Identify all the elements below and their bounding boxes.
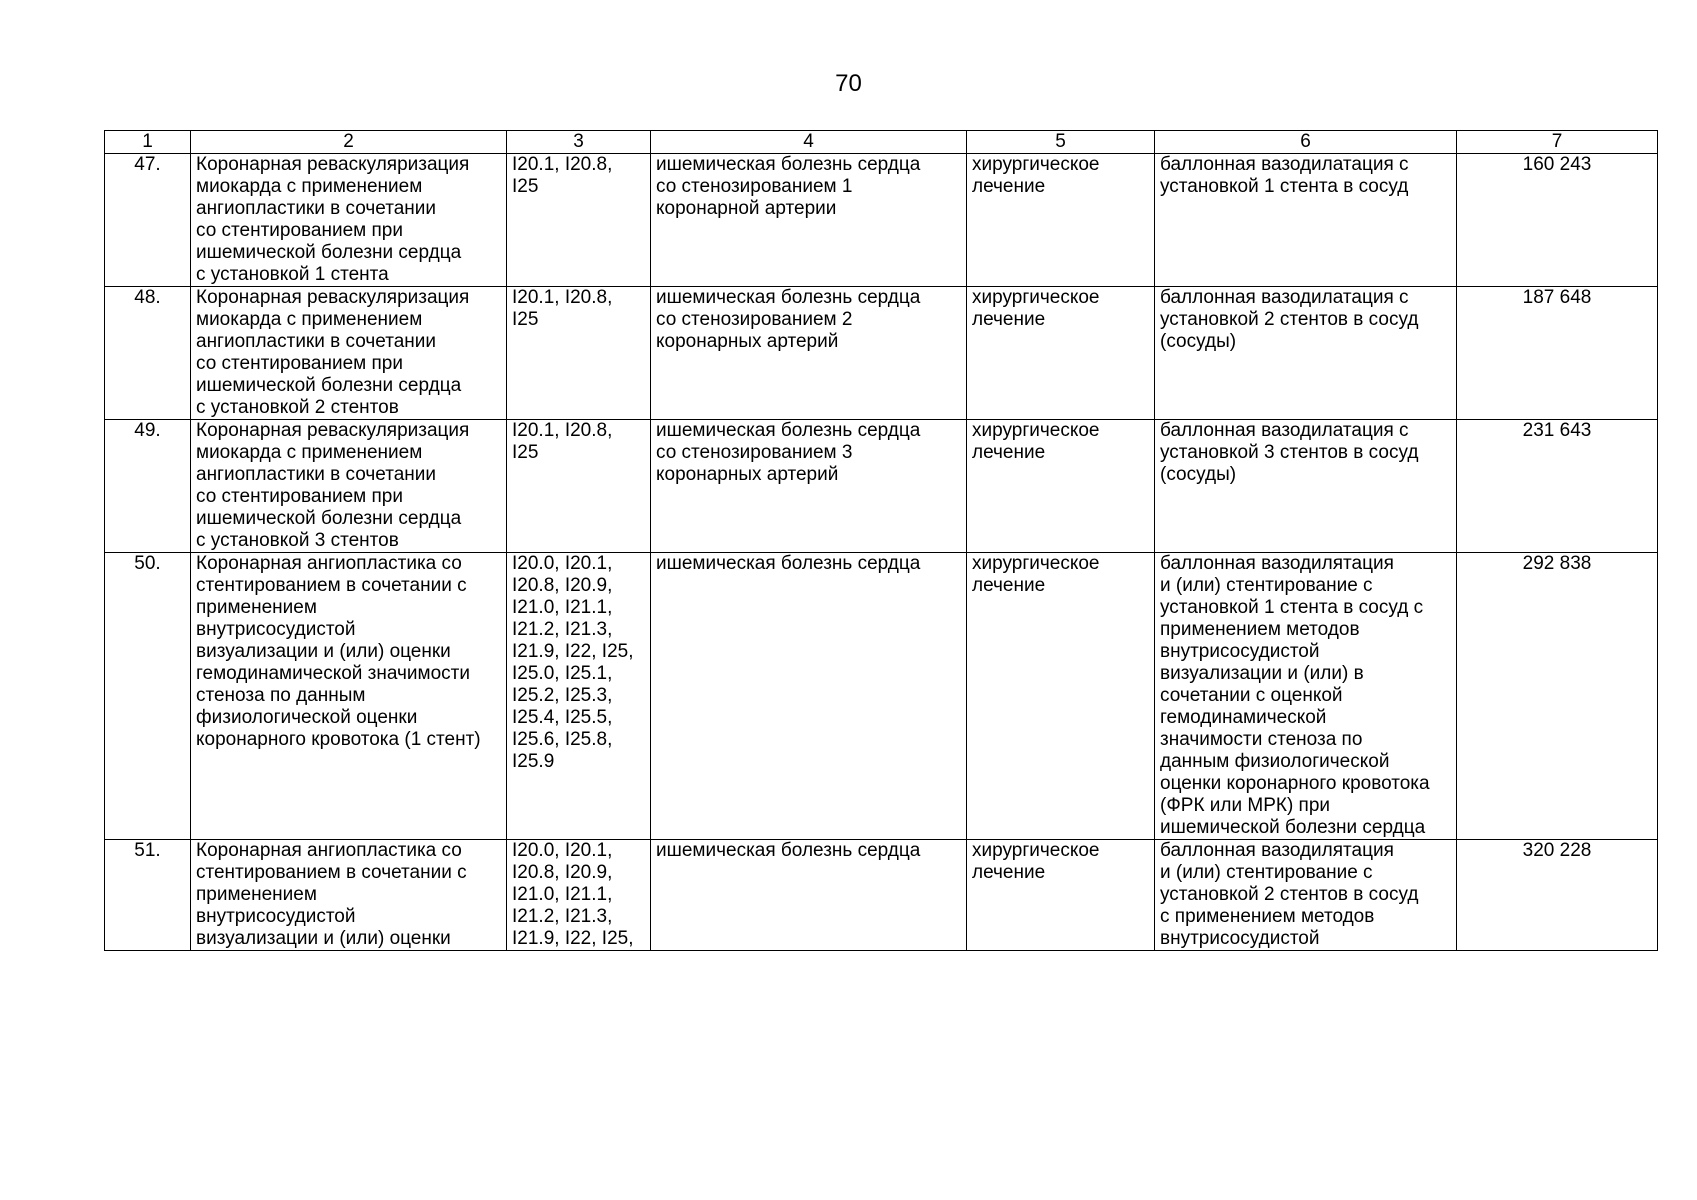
service-name: Коронарная реваскуляризация миокарда с применением ангиопластики в сочетании со стентированием при ишемической болезни сердца с установкой 2 стентов <box>191 287 507 420</box>
row-number: 49. <box>105 420 191 553</box>
column-header: 5 <box>967 131 1155 154</box>
disease-model: ишемическая болезнь сердца <box>651 840 967 951</box>
service-name: Коронарная реваскуляризация миокарда с применением ангиопластики в сочетании со стентированием при ишемической болезни сердца с установкой 3 стентов <box>191 420 507 553</box>
service-name: Коронарная реваскуляризация миокарда с применением ангиопластики в сочетании со стентированием при ишемической болезни сердца с установкой 1 стента <box>191 154 507 287</box>
price: 187 648 <box>1457 287 1658 420</box>
icd-codes: I20.1, I20.8, I25 <box>507 154 651 287</box>
column-header: 4 <box>651 131 967 154</box>
treatment-method: баллонная вазодилатация с установкой 1 стента в сосуд <box>1155 154 1457 287</box>
column-header: 7 <box>1457 131 1658 154</box>
row-number: 48. <box>105 287 191 420</box>
disease-model: ишемическая болезнь сердца со стенозированием 2 коронарных артерий <box>651 287 967 420</box>
disease-model: ишемическая болезнь сердца <box>651 553 967 840</box>
treatment-method: баллонная вазодилатация с установкой 3 стентов в сосуд (сосуды) <box>1155 420 1457 553</box>
disease-model: ишемическая болезнь сердца со стенозированием 1 коронарной артерии <box>651 154 967 287</box>
price: 160 243 <box>1457 154 1658 287</box>
icd-codes: I20.0, I20.1, I20.8, I20.9, I21.0, I21.1, I21.2, I21.3, I21.9, I22, I25, I25.0, I25.1, I25.2, I25.3, I25.4, I25.5, I25.6, I25.8, I25.9 <box>507 553 651 840</box>
treatment-type: хирургическое лечение <box>967 287 1155 420</box>
service-name: Коронарная ангиопластика со стентированием в сочетании с применением внутрисосудистой визуализации и (или) оценки гемодинамической значимости стеноза по данным физиологической оценки коронарного кровотока (1 стент) <box>191 553 507 840</box>
column-header: 2 <box>191 131 507 154</box>
row-number: 50. <box>105 553 191 840</box>
treatment-method: баллонная вазодилятация и (или) стентирование с установкой 2 стентов в сосуд с применением методов внутрисосудистой <box>1155 840 1457 951</box>
service-name: Коронарная ангиопластика со стентированием в сочетании с применением внутрисосудистой визуализации и (или) оценки <box>191 840 507 951</box>
icd-codes: I20.0, I20.1, I20.8, I20.9, I21.0, I21.1, I21.2, I21.3, I21.9, I22, I25, <box>507 840 651 951</box>
page-number: 70 <box>835 70 862 97</box>
icd-codes: I20.1, I20.8, I25 <box>507 287 651 420</box>
disease-model: ишемическая болезнь сердца со стенозированием 3 коронарных артерий <box>651 420 967 553</box>
column-header: 3 <box>507 131 651 154</box>
table-row <box>105 840 1658 951</box>
treatment-type: хирургическое лечение <box>967 420 1155 553</box>
column-header: 1 <box>105 131 191 154</box>
treatment-method: баллонная вазодилятация и (или) стентирование с установкой 1 стента в сосуд с применением методов внутрисосудистой визуализации и (или) в сочетании с оценкой гемодинамической значимости стеноза по данным физиологической оценки коронарного кровотока (ФРК или МРК) при ишемической болезни сердца <box>1155 553 1457 840</box>
services-table <box>104 130 1658 951</box>
treatment-type: хирургическое лечение <box>967 840 1155 951</box>
column-number-row <box>105 131 1658 154</box>
row-number: 47. <box>105 154 191 287</box>
table-row <box>105 553 1658 840</box>
treatment-method: баллонная вазодилатация с установкой 2 стентов в сосуд (сосуды) <box>1155 287 1457 420</box>
table-row <box>105 420 1658 553</box>
price: 320 228 <box>1457 840 1658 951</box>
price: 231 643 <box>1457 420 1658 553</box>
treatment-type: хирургическое лечение <box>967 553 1155 840</box>
table-row <box>105 287 1658 420</box>
icd-codes: I20.1, I20.8, I25 <box>507 420 651 553</box>
row-number: 51. <box>105 840 191 951</box>
treatment-type: хирургическое лечение <box>967 154 1155 287</box>
price: 292 838 <box>1457 553 1658 840</box>
table-row <box>105 154 1658 287</box>
column-header: 6 <box>1155 131 1457 154</box>
